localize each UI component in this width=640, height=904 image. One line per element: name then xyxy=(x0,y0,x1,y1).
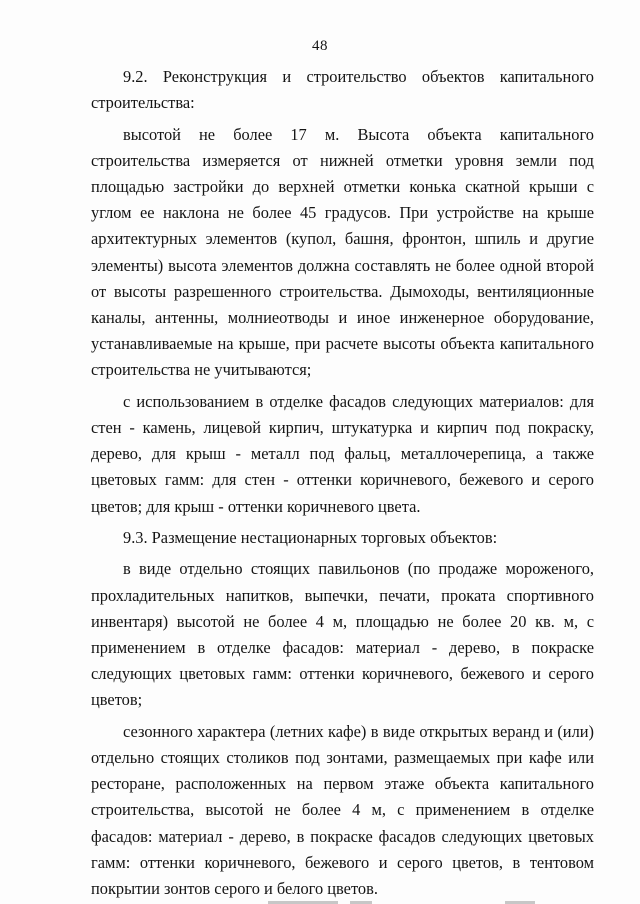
section-9-2-paragraph-height: высотой не более 17 м. Высота объекта капитального строительства измеряется от нижней отметки уровня земли под площадью застройки до верхней отметки конька скатной крыши с углом ее наклона не более 45 градусов. При устройстве на крыше архитектурных элементов (купол, башня, фронтон, шпиль и другие элементы) высота элементов должна составлять не более одной второй от высоты разрешенного строительства. Дымоходы, вентиляционные каналы, антенны, молниеотводы и иное инженерное оборудование, устанавливаемые на крыше, при расчете высоты объекта капитального строительства не учитываются; xyxy=(91,124,594,380)
page-number: 48 xyxy=(312,38,328,54)
heading-word: 9.2. xyxy=(123,67,148,86)
section-9-2-paragraph-materials: с использованием в отделке фасадов следующих материалов: для стен - камень, лицевой кирпич, штукатурка и кирпич под покраску, дерево, для крыш - металл под фальц, металлочерепица, а также цветовых гамм: для стен - оттенки коричневого, бежевого и серого цветов; для крыш - оттенки коричневого цвета. xyxy=(91,391,594,516)
section-9-3-heading: 9.3. Размещение нестационарных торговых объектов: xyxy=(123,528,498,548)
section-9-3-paragraph-seasonal: сезонного характера (летних кафе) в виде открытых веранд и (или) отдельно стоящих столиков под зонтами, размещаемых при кафе или ресторане, расположенных на первом этаже объекта капитального строительства, высотой не более 4 м, с применением в отделке фасадов: материал - дерево, в покраске фасадов следующих цветовых гамм: оттенки коричневого, бежевого и серого цветов, в тентовом покрытии зонтов серого и белого цветов. xyxy=(91,721,594,899)
heading-word: Реконструкция xyxy=(162,67,268,86)
heading-word: объектов xyxy=(421,67,485,86)
document-body xyxy=(91,64,594,902)
section-9-2-heading xyxy=(91,64,594,90)
heading-word: капитального xyxy=(499,67,594,86)
heading-word: и xyxy=(282,67,292,86)
section-9-2-heading-continuation: строительства: xyxy=(91,93,195,113)
heading-word: строительство xyxy=(306,67,407,86)
section-9-3-paragraph-pavilions: в виде отдельно стоящих павильонов (по продаже мороженого, прохладительных напитков, выпечки, печати, проката спортивного инвентаря) высотой не более 4 м, площадью не более 20 кв. м, с применением в отделке фасадов: материал - дерево, в покраске следующих цветовых гамм: оттенки коричневого, бежевого и серого цветов; xyxy=(91,559,594,710)
